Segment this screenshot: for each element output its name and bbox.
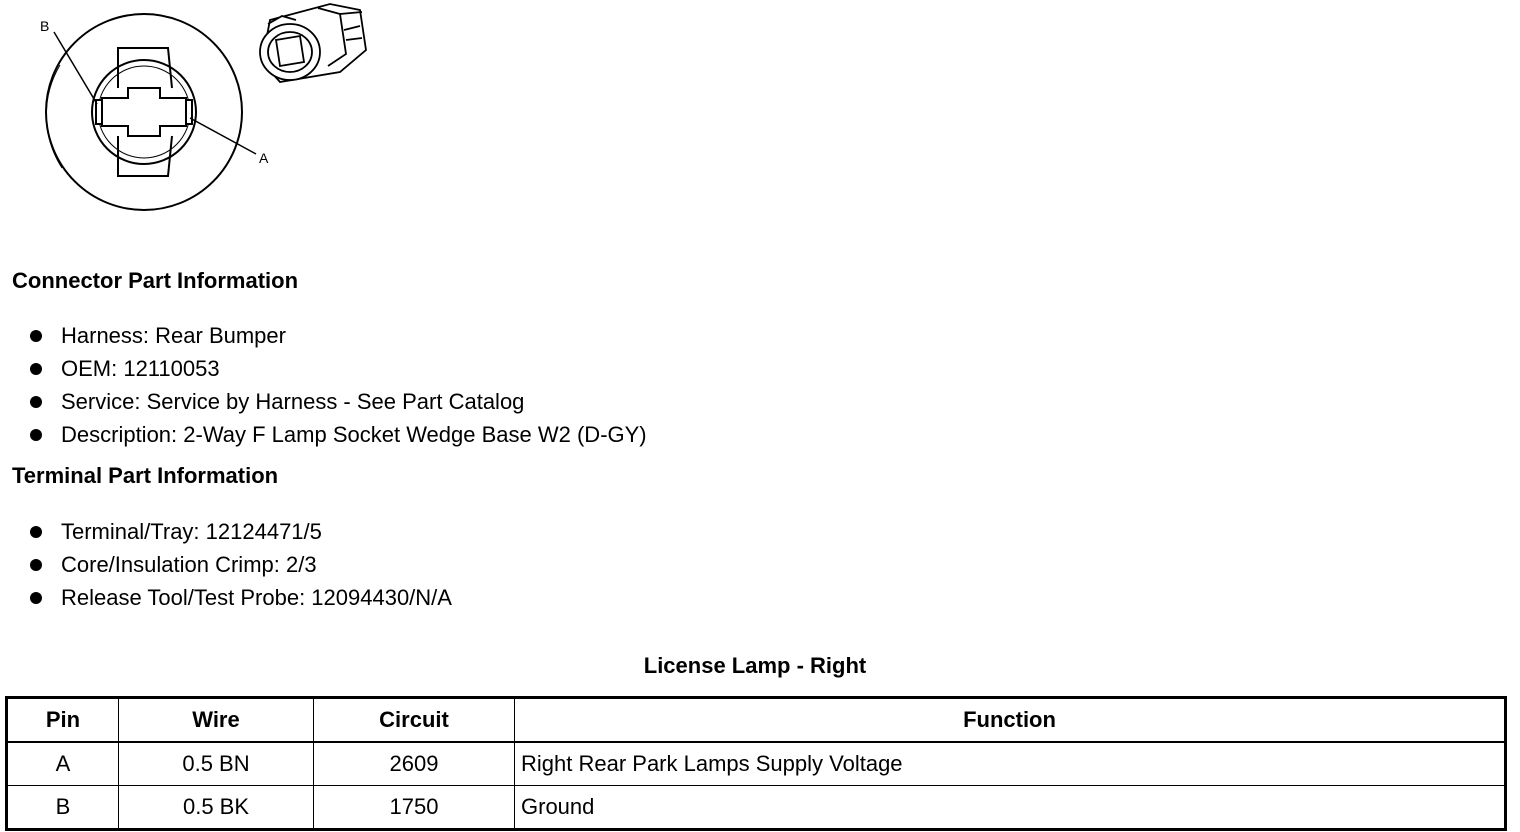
crimp-text: Core/Insulation Crimp: 2/3	[61, 552, 317, 577]
table-row	[7, 742, 1506, 786]
bullet-icon	[30, 429, 42, 441]
list-item	[26, 418, 647, 451]
harness-text: Harness: Rear Bumper	[61, 323, 286, 348]
list-item	[26, 548, 452, 581]
column-header-function: Function	[515, 698, 1506, 743]
bullet-icon	[30, 592, 42, 604]
connector-face-outer	[46, 14, 242, 210]
callout-b-label: B	[40, 18, 50, 34]
socket-illustration	[260, 4, 366, 82]
bullet-icon	[30, 559, 42, 571]
connector-tab-bottom	[118, 136, 172, 176]
connector-inner-ring-2	[98, 66, 190, 158]
description-text: Description: 2-Way F Lamp Socket Wedge Base W2 (D-GY)	[61, 422, 647, 447]
list-item	[26, 319, 647, 352]
release-tool-text: Release Tool/Test Probe: 12094430/N/A	[61, 585, 452, 610]
terminal-tray-text: Terminal/Tray: 12124471/5	[61, 519, 322, 544]
list-item	[26, 515, 452, 548]
service-text: Service: Service by Harness - See Part Catalog	[61, 389, 525, 414]
bullet-icon	[30, 330, 42, 342]
connector-inner-ring	[92, 60, 196, 164]
wire-cell: 0.5 BN	[119, 742, 314, 786]
pinout-table	[5, 696, 1507, 831]
circuit-cell: 1750	[314, 786, 515, 830]
bullet-icon	[30, 396, 42, 408]
callout-a-label: A	[259, 150, 269, 166]
function-cell: Ground	[515, 786, 1506, 830]
column-header-circuit: Circuit	[314, 698, 515, 743]
circuit-cell: 2609	[314, 742, 515, 786]
connector-face-inner-edge	[46, 65, 62, 168]
column-header-pin: Pin	[7, 698, 119, 743]
terminal-a	[186, 100, 192, 124]
callout-line-a	[190, 118, 256, 154]
wire-cell: 0.5 BK	[119, 786, 314, 830]
terminal-info-list	[26, 515, 452, 614]
function-cell: Right Rear Park Lamps Supply Voltage	[515, 742, 1506, 786]
pin-cell: B	[7, 786, 119, 830]
bullet-icon	[30, 363, 42, 375]
oem-text: OEM: 12110053	[61, 356, 220, 381]
list-item	[26, 352, 647, 385]
list-item	[26, 581, 452, 614]
table-row	[7, 786, 1506, 830]
connector-info-list	[26, 319, 647, 451]
pin-cell: A	[7, 742, 119, 786]
connector-tab-top	[118, 48, 172, 88]
table-header-row	[7, 698, 1506, 743]
connector-section-title: Connector Part Information	[12, 268, 299, 293]
bullet-icon	[30, 526, 42, 538]
table-title: License Lamp - Right	[643, 653, 867, 678]
terminal-section-title: Terminal Part Information	[12, 463, 279, 488]
connector-diagram	[0, 0, 400, 225]
column-header-wire: Wire	[119, 698, 314, 743]
list-item	[26, 385, 647, 418]
wedge-slot	[102, 88, 186, 136]
